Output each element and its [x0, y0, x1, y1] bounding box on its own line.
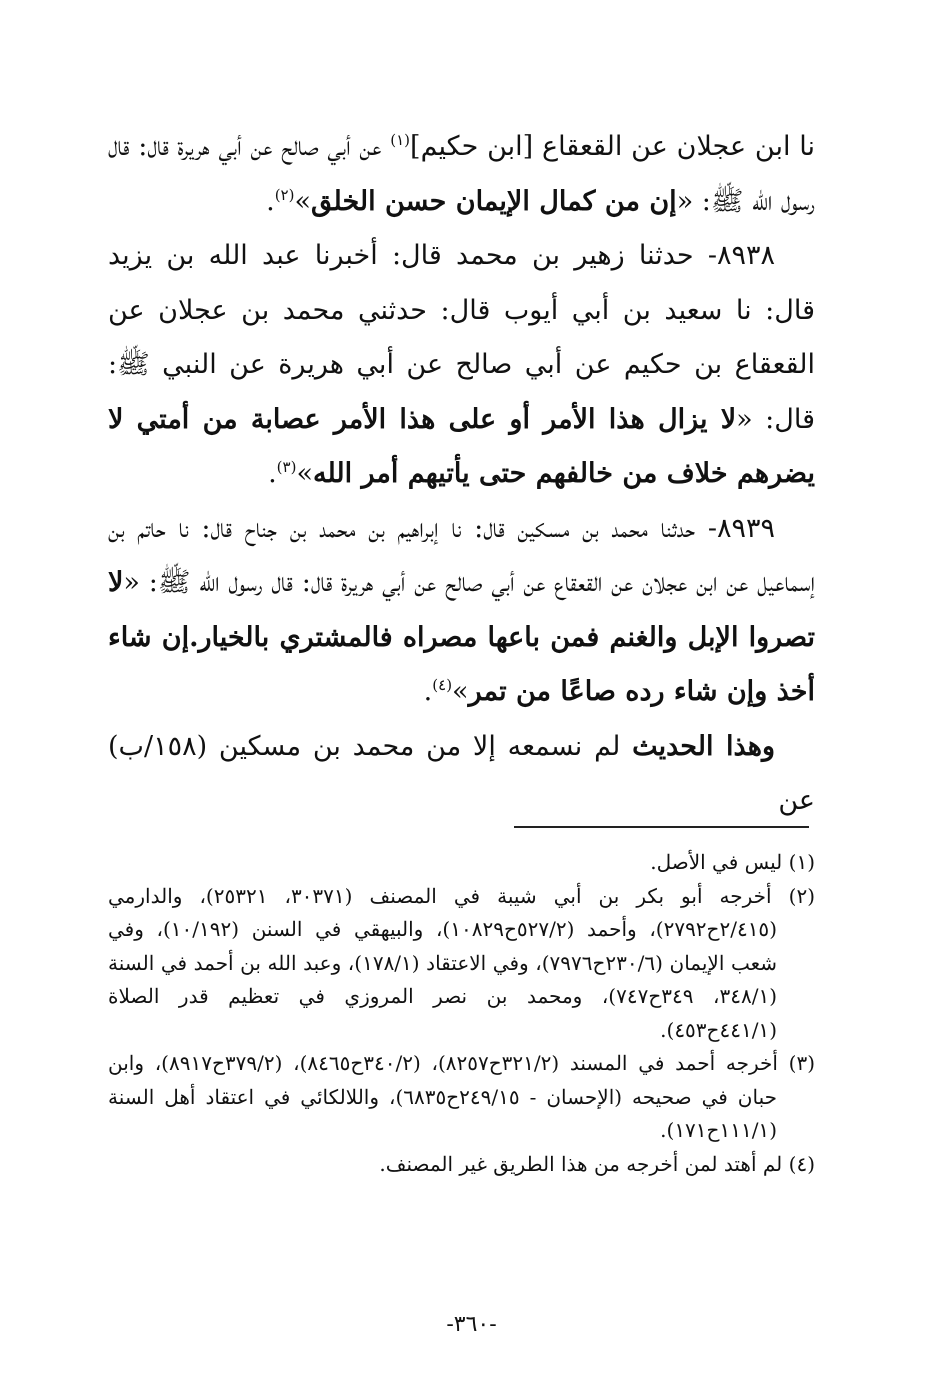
footnotes — [108, 846, 815, 1181]
footnote-ref-1: (١) — [390, 131, 411, 149]
footnote-4: (٤) لم أهتد لمن أخرجه من هذا الطريق غير المصنف. — [379, 1151, 815, 1176]
page-number: -٣٦٠- — [446, 1312, 497, 1337]
hadith-text: إن من كمال الإيمان حسن الخلق — [311, 185, 677, 217]
footnote-1: (١) ليس في الأصل. — [650, 850, 815, 874]
footnote-3: (٣) أخرجه أحمد في المسند (٣٢١/٢ح٨٢٥٧)، (٣٤٠/٢ح٨٤٦٥)، (٣٧٩/٢ح٨٩١٧)، وابن حبان في صحيحه (الإحسان - ٢٤٩/١٥ح٦٨٣٥)، واللالكائي في اعتقاد أهل السنة (١١١/١ح١٧١). — [108, 1051, 815, 1142]
footnote-divider — [514, 826, 809, 828]
hadith-8939: ٨٩٣٩- حدثنا محمد بن مسكين قال: نا إبراهيم بن محمد بن جناح قال: نا حاتم بن إسماعيل عن ابن عجلان عن القعقاع عن أبي صالح عن أبي هريرة قال: قال رسول الله ﷺ: «لا تصروا الإبل والغنم فمن باعها مصراه فالمشتري بالخيار.إن شاء أخذ وإن شاء رده صاعًا من تمر»$^{(٤)}$. — [108, 512, 815, 707]
footnote-ref-3: (٣) — [276, 458, 297, 476]
hadith-8938: ٨٩٣٨- حدثنا زهير بن محمد قال: أخبرنا عبد الله بن يزيد قال: نا سعيد بن أبي أيوب قال: حدثني محمد بن عجلان عن القعقاع بن حكيم عن أبي صالح عن أبي هريرة عن النبي ﷺ: قال: «لا يزال هذا الأمر أو على هذا الأمر عصابة من أمتي لا يضرهم خلاف من خالفهم حتى يأتيهم أمر الله»$^{(٣)}$. — [108, 240, 815, 489]
footnote-2: (٢) أخرجه أبو بكر بن أبي شيبة في المصنف (٣٠٣٧١، ٢٥٣٢١)، والدارمي (٢/٤١٥ح٢٧٩٢)، وأحمد (٥٢٧/٢ح١٠٨٢٩)، والبيهقي في السنن (١٠/١٩٢)، وفي شعب الإيمان (٢٣٠/٦ح٧٩٧٦)، وفي الاعتقاد (١٧٨/١)، وعبد الله بن أحمد في السنة (٣٤٨/١، ٣٤٩ح٧٤٧)، ومحمد بن نصر المروزي في تعظيم قدر الصلاة (٤٤١/١ح٤٥٣). — [108, 883, 816, 1042]
footnote-ref-2: (٢) — [274, 185, 295, 204]
hadith-text: لا يزال هذا الأمر أو على هذا الأمر عصابة من أمتي لا يضرهم خلاف من خالفهم حتى يأتيهم أمر الله — [108, 403, 815, 489]
main-text — [108, 120, 815, 829]
author-comment: وهذا الحديث لم نسمعه إلا من محمد بن مسكين (١٥٨/ب) عن — [108, 730, 815, 816]
footnote-ref-4: (٤) — [432, 676, 453, 694]
hadith-text: لا تصروا الإبل والغنم فمن باعها مصراه فالمشتري بالخيار.إن شاء أخذ وإن شاء رده صاعًا من تمر — [108, 567, 815, 707]
paragraph-continuation: نا ابن عجلان عن القعقاع [ابن حكيم]$^{(١)}$ عن أبي صالح عن أبي هريرة قال: قال رسول الله ﷺ: «إن من كمال الإيمان حسن الخلق»$^{(٢)}$. — [108, 131, 815, 217]
